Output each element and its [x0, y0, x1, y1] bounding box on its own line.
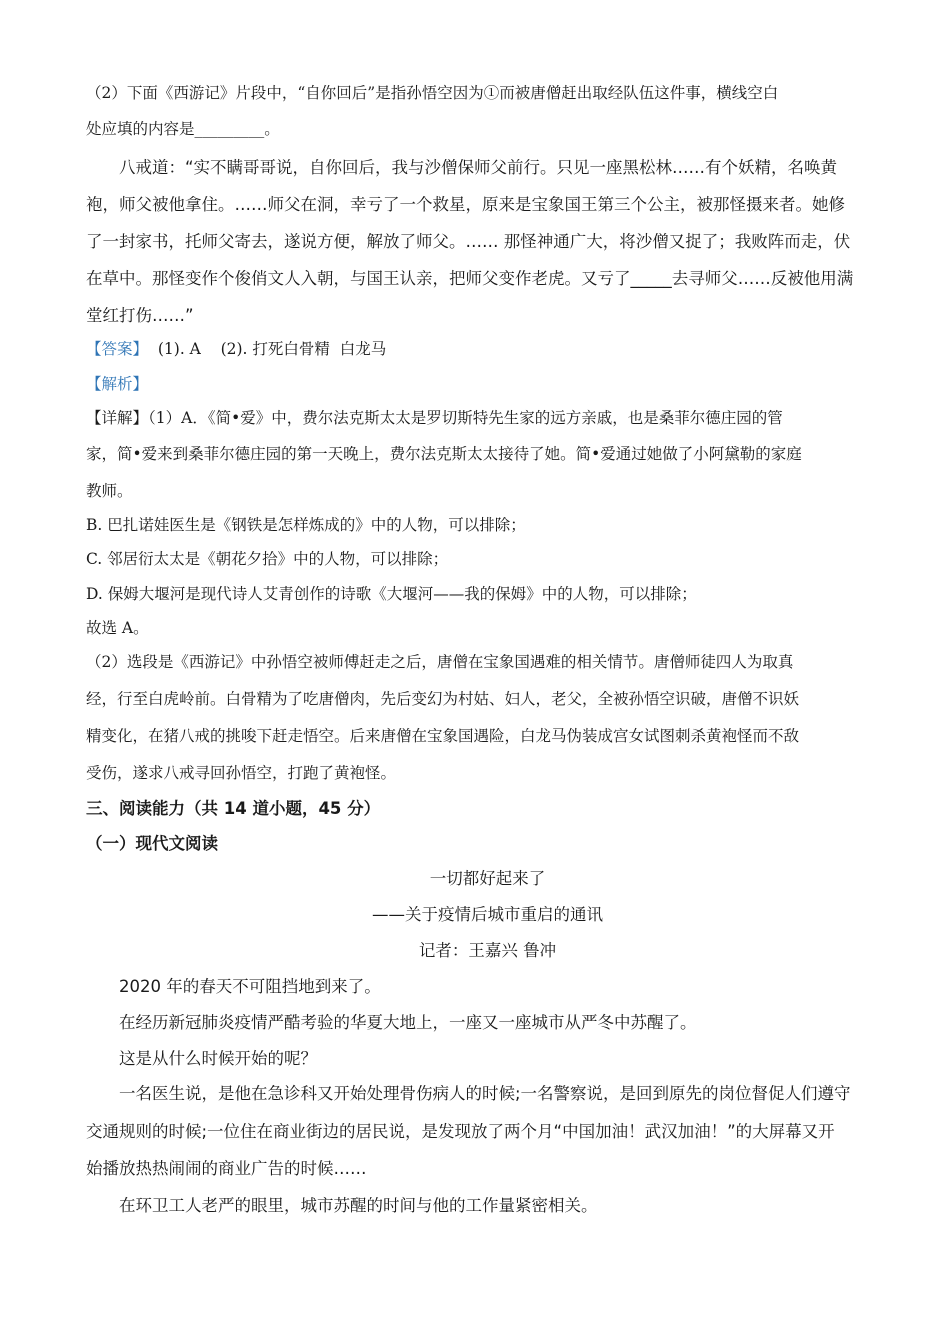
question-2-line-2: 处应填的内容是_________。 — [86, 120, 280, 138]
section-3-heading: 三、阅读能力（共 14 道小题，45 分） — [86, 799, 381, 818]
article-byline: 记者：王嘉兴 鲁冲 — [418, 941, 557, 960]
detail-2-line-2: 经，行至白虎岭前。白骨精为了吃唐僧肉，先后变幻为村姑、妇人，老父，全被孙悟空识破，唐僧不识妖 — [86, 690, 800, 708]
analysis-label: 【解析】 — [86, 375, 149, 393]
option-c-line: C. 邻居衍太太是《朝花夕拾》中的人物，可以排除； — [86, 550, 449, 568]
answer-label: 【答案】 — [86, 340, 149, 358]
option-b-line: B. 巴扎诺娃医生是《钢铁是怎样炼成的》中的人物，可以排除； — [86, 516, 526, 534]
detail-line-2: 家，简•爱来到桑菲尔德庄园的第一天晚上，费尔法克斯太太接待了她。简•爱通过她做了小阿黛勒的家庭 — [86, 445, 802, 463]
detail-line-1 — [86, 406, 783, 428]
article-paragraph-5: 在环卫工人老严的眼里，城市苏醒的时间与他的工作量紧密相关。 — [119, 1196, 598, 1215]
choice-line: 故选 A。 — [86, 619, 149, 637]
article-paragraph-2: 在经历新冠肺炎疫情严酷考验的华夏大地上，一座又一座城市从严冬中苏醒了。 — [119, 1013, 697, 1032]
answer-text: (1). A (2). 打死白骨精 白龙马 — [148, 340, 387, 358]
article-paragraph-3: 这是从什么时候开始的呢？ — [119, 1049, 317, 1068]
article-paragraph-1: 2020 年的春天不可阻挡地到来了。 — [119, 977, 381, 996]
excerpt-line-4: 在草中。那怪变作个俊俏文人入朝，与国王认亲，把师父变作老虎。又亏了_____去寻师父……反被他用满 — [86, 269, 854, 288]
article-paragraph-4-line-1: 一名医生说，是他在急诊科又开始处理骨伤病人的时候;一名警察说，是回到原先的岗位督促人们遵守 — [119, 1084, 851, 1103]
section-3-1-heading: （一）现代文阅读 — [86, 834, 218, 853]
option-d-line: D. 保姆大堰河是现代诗人艾青创作的诗歌《大堰河——我的保姆》中的人物，可以排除； — [86, 585, 697, 603]
excerpt-line-2: 袍，师父被他拿住。……师父在洞，幸亏了一个救星，原来是宝象国王第三个公主，被那怪摄来者。她修 — [86, 195, 845, 214]
article-subtitle: ——关于疫情后城市重启的通讯 — [372, 905, 603, 924]
detail-2-line-3: 精变化，在猪八戒的挑唆下赶走悟空。后来唐僧在宝象国遇险，白龙马伪装成宫女试图刺杀黄袍怪而不敌 — [86, 727, 800, 745]
question-2-line-1: （2）下面《西游记》片段中，“自你回后”是指孙悟空因为①而被唐僧赶出取经队伍这件事，横线空白 — [86, 84, 779, 102]
detail-text: （1）A．《简•爱》中，费尔法克斯太太是罗切斯特先生家的远方亲戚，也是桑菲尔德庄园的管 — [148, 409, 783, 427]
excerpt-line-5: 堂红打伤……” — [86, 306, 194, 325]
detail-label: 【详解】 — [86, 409, 149, 427]
excerpt-line-1: 八戒道：“实不瞒哥哥说，自你回后，我与沙僧保师父前行。只见一座黑松林……有个妖精，名唤黄 — [119, 158, 838, 177]
detail-2-line-4: 受伤，遂求八戒寻回孙悟空，打跑了黄袍怪。 — [86, 764, 397, 782]
article-title: 一切都好起来了 — [429, 869, 546, 888]
excerpt-line-3: 了一封家书，托师父寄去，遂说方便，解放了师父。…… 那怪神通广大，将沙僧又捉了；我败阵而走，伏 — [86, 232, 851, 251]
detail-2-line-1: （2）选段是《西游记》中孙悟空被师傅赶走之后，唐僧在宝象国遇难的相关情节。唐僧师徒四人为取真 — [86, 653, 794, 671]
article-paragraph-4-line-2: 交通规则的时候;一位住在商业街边的居民说，是发现放了两个月“中国加油！武汉加油！”的大屏幕又开 — [86, 1122, 835, 1141]
article-paragraph-4-line-3: 始播放热热闹闹的商业广告的时候…… — [86, 1159, 367, 1178]
detail-line-3: 教师。 — [86, 482, 133, 500]
answer-line — [86, 337, 386, 359]
